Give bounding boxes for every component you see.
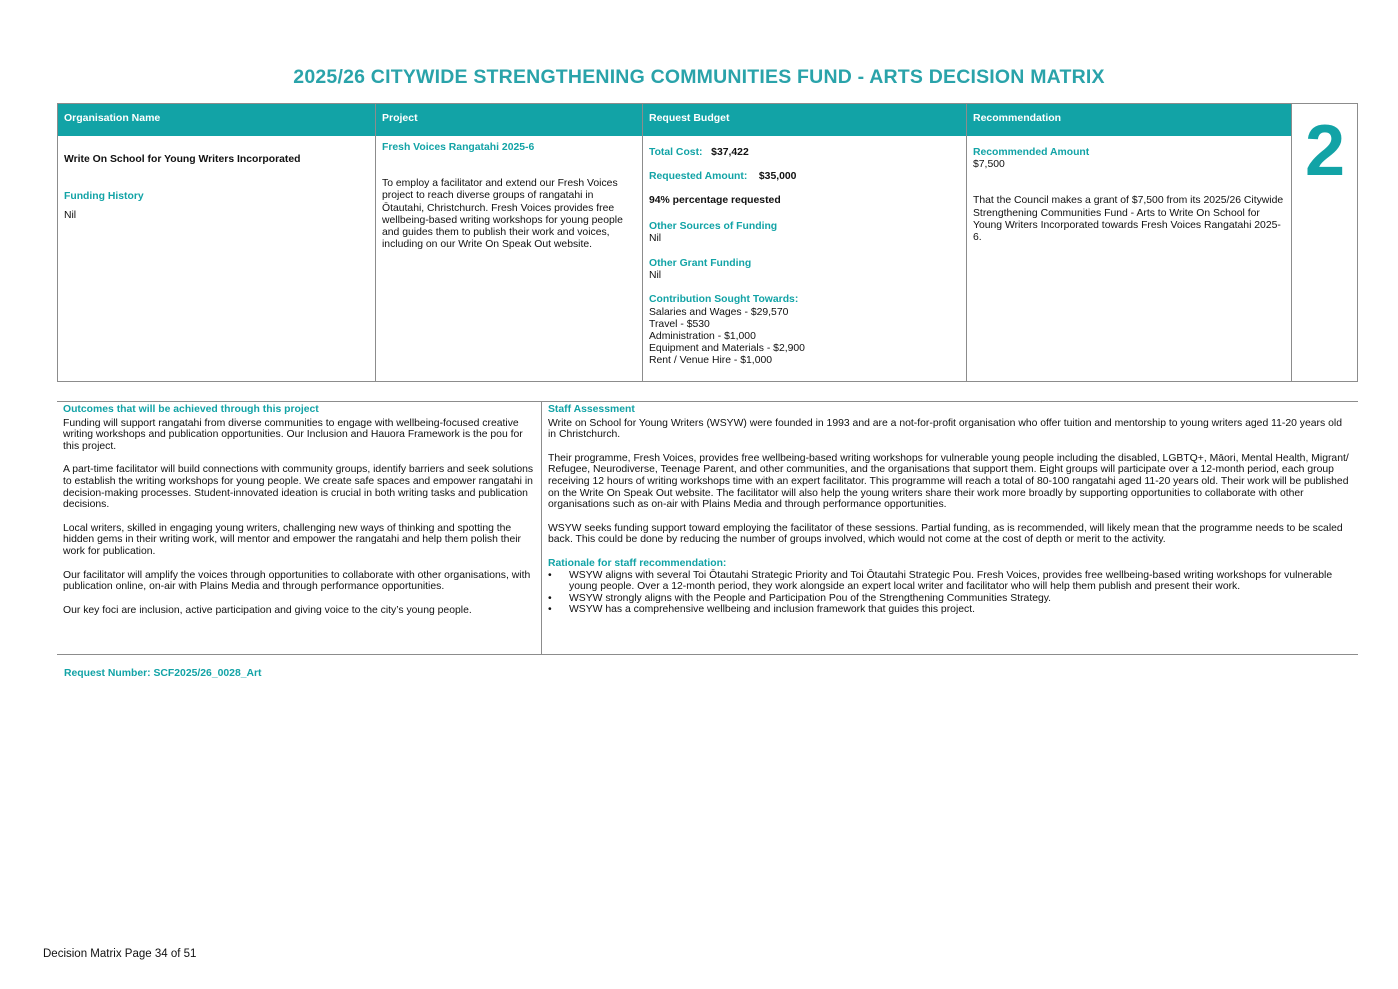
contribution-item: Equipment and Materials - $2,900 — [649, 343, 805, 355]
rationale-item: • WSYW strongly aligns with the People and Participation Pou of the Strengthening Communities Strategy. — [548, 593, 1352, 605]
percentage-requested: 94% percentage requested — [649, 195, 781, 207]
funding-history-label: Funding History — [64, 191, 144, 203]
rationale-label: Rationale for staff recommendation: — [548, 557, 727, 569]
outcomes-panel — [57, 402, 542, 654]
outcomes-paragraph: Our facilitator will amplify the voices through opportunities to collaborate with other organisations, with publication online, on-air with Plains Media and through performance opportunities. — [63, 569, 531, 593]
item-number: 2 — [1304, 111, 1346, 191]
rationale-item: • WSYW aligns with several Toi Ōtautahi Strategic Priority and Toi Ōtautahi Strategic Pou. Fresh Voices, provides free wellbeing-based writing workshops for vulnerable young people. Over a 12-month period, they work alongside an expert local writer and facilitator who will help them publish and present their work. — [548, 570, 1352, 593]
contribution-item: Rent / Venue Hire - $1,000 — [649, 355, 773, 367]
outcomes-paragraph: Our key foci are inclusion, active participation and giving voice to the city’s young people. — [63, 604, 472, 616]
staff-assessment-label: Staff Assessment — [548, 404, 635, 415]
outcomes-paragraph: Funding will support rangatahi from diverse communities to engage with wellbeing-focused creative writing workshops and publication opportunities. Our Inclusion and Hauora Framework is the pou for this project. — [63, 417, 523, 452]
budget-column — [643, 104, 967, 381]
project-name: Fresh Voices Rangatahi 2025-6 — [382, 142, 535, 153]
total-cost-label: Total Cost: — [649, 147, 703, 158]
recommendation-text: That the Council makes a grant of $7,500 from its 2025/26 Citywide Strengthening Communities Fund - Arts to Write On School for Young Writers Incorporated towards Fresh Voices Rangatahi 2025-6. — [973, 195, 1284, 244]
organisation-column — [58, 104, 376, 381]
other-sources-value: Nil — [649, 232, 662, 244]
total-cost-value: $37,422 — [711, 147, 749, 158]
contribution-item: Administration - $1,000 — [649, 331, 756, 343]
outcomes-paragraph: A part-time facilitator will build connections with community groups, identify barriers and seek solutions to establish the writing workshops for young people. We create safe spaces and empower rangatahi in decision-making processes. Student-innovated ideation is crucial in both writing tasks and publication decisions. — [63, 464, 534, 511]
project-header: Project — [376, 104, 642, 136]
staff-assessment-paragraph: Their programme, Fresh Voices, provides free wellbeing-based writing workshops for vulnerable young people including the disabled, LGBTQ+, Māori, Mental Health, Migrant/ Refugee, Neurodiverse, Teenage Parent, and other communities, and the organisations that support them. Eight groups will participate over a 12-month period, each group receiving 12 hours of writing workshops time with an expert facilitator. This programme will reach a total of 80-100 rangatahi aged 11-20 years old. Their work will be published on the Write On Speak Out website. The facilitator will also help the young writers share their work more broadly by supporting opportunities to collaborate with other organisations such as on-air with Plains Media and through performance opportunities. — [548, 452, 1349, 511]
organisation-name: Write On School for Young Writers Incorporated — [64, 154, 301, 165]
recommendation-column — [967, 104, 1292, 381]
page-footer: Decision Matrix Page 34 of 51 — [43, 948, 197, 960]
other-grant-value: Nil — [649, 270, 662, 282]
rationale-item: • WSYW has a comprehensive wellbeing and inclusion framework that guides this project. — [548, 604, 1352, 616]
decision-matrix-table — [57, 103, 1358, 382]
requested-amount-label: Requested Amount: — [649, 171, 748, 183]
request-number: Request Number: SCF2025/26_0028_Art — [64, 668, 262, 679]
other-sources-label: Other Sources of Funding — [649, 220, 778, 232]
staff-assessment-paragraph: WSYW seeks funding support toward employing the facilitator of these sessions. Partial funding, as is recommended, will likely mean that the programme needs to be scaled back. This could be done by reducing the number of groups involved, which would not come at the cost of depth or merit to the activity. — [548, 522, 1343, 546]
contribution-item: Salaries and Wages - $29,570 — [649, 306, 789, 318]
recommended-amount-value: $7,500 — [973, 159, 1005, 171]
item-number-column — [1292, 104, 1358, 381]
other-grant-label: Other Grant Funding — [649, 258, 752, 270]
page-title: 2025/26 CITYWIDE STRENGTHENING COMMUNITIES FUND - ARTS DECISION MATRIX — [293, 66, 1105, 88]
requested-amount-value: $35,000 — [758, 171, 797, 183]
contribution-item: Travel - $530 — [649, 318, 710, 330]
budget-header: Request Budget — [643, 104, 966, 136]
recommendation-header: Recommendation — [967, 104, 1291, 136]
project-column — [376, 104, 643, 381]
rationale-list — [548, 570, 1352, 616]
project-description: To employ a facilitator and extend our Fresh Voices project to reach diverse groups of rangatahi in Ōtautahi, Christchurch. Fresh Voices provides free wellbeing-based writing workshops for young people and guides them to publish their work and voices, including on our Write On Speak Out website. — [382, 178, 623, 251]
funding-history-value: Nil — [64, 210, 77, 222]
outcomes-label: Outcomes that will be achieved through this project — [63, 404, 319, 415]
recommended-amount-label: Recommended Amount — [973, 147, 1090, 158]
organisation-header: Organisation Name — [58, 104, 375, 136]
staff-assessment-paragraph: Write on School for Young Writers (WSYW) were founded in 1993 and are a not-for-profit organisation who offer tuition and mentorship to young writers aged 11-20 years old in Christchurch. — [548, 417, 1342, 441]
staff-assessment-panel — [542, 402, 1358, 654]
outcomes-paragraph: Local writers, skilled in engaging young writers, challenging new ways of thinking and spotting the hidden gems in their writing work, will mentor and empower the rangatahi and help them polish their work for publication. — [63, 522, 522, 557]
assessment-section — [57, 401, 1358, 655]
contribution-label: Contribution Sought Towards: — [649, 294, 799, 306]
